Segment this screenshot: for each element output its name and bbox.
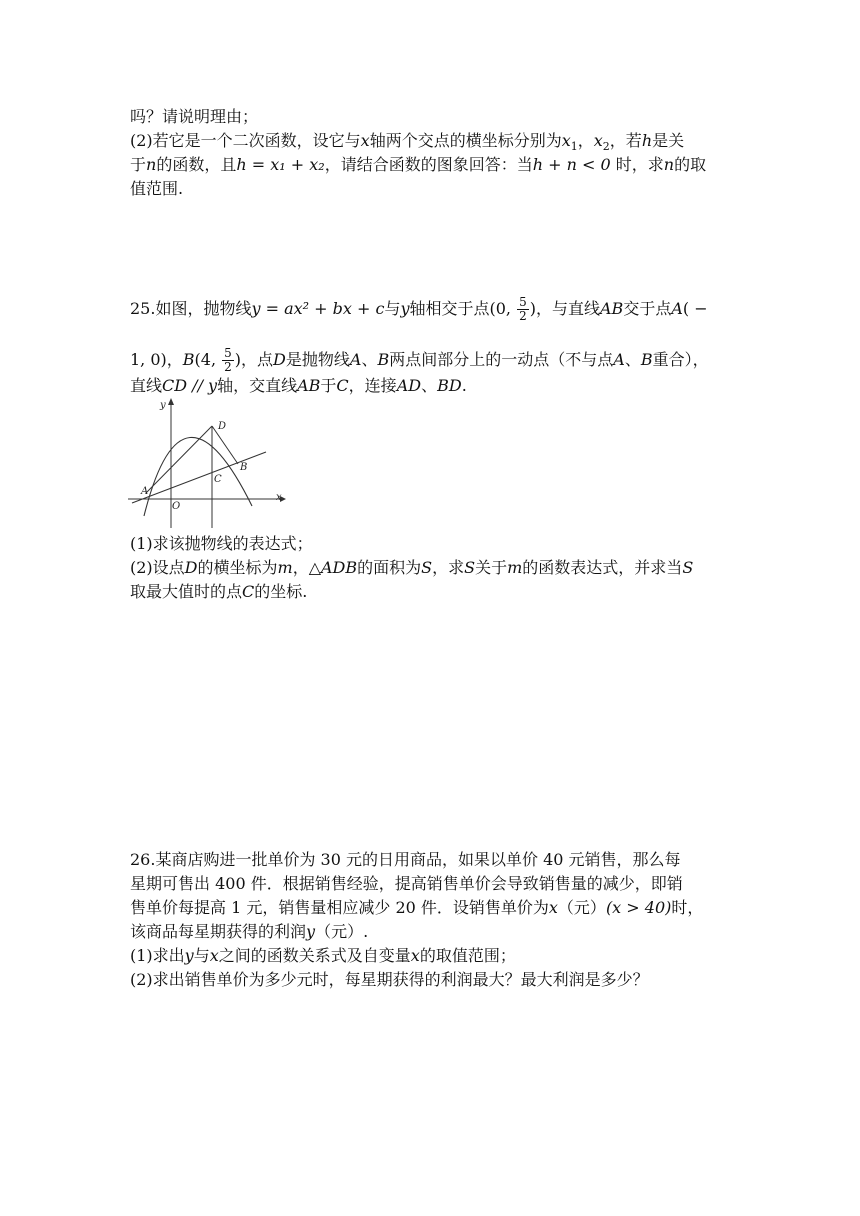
q26-line-1: 26.某商店购进一批单价为 30 元的日用商品，如果以单价 40 元销售，那么每	[130, 850, 681, 869]
y-axis-arrow	[168, 398, 174, 405]
q24-line-1: 吗？请说明理由；	[130, 107, 259, 126]
q26-line-4: 该商品每星期获得的利润y（元）.	[130, 922, 369, 941]
label-B: B	[240, 462, 248, 473]
fraction-five-halves: $\frac{5}{2}$	[519, 295, 527, 323]
q24-part2-line-3: 值范围.	[130, 179, 184, 198]
q25-part1: (1)求该抛物线的表达式；	[130, 534, 313, 553]
q24-part2-line-1: (2)若它是一个二次函数，设它与x轴两个交点的横坐标分别为$x_1$，$x_2$，若h是关	[130, 131, 685, 154]
segment-AD	[146, 426, 212, 493]
label-D: D	[218, 421, 227, 432]
label-y: y	[160, 400, 166, 411]
q26-line-2: 星期可售出 400 件．根据销售经验，提高销售单价会导致销售量的减少，即销	[130, 874, 683, 893]
q26-part1: (1)求出y与x之间的函数关系式及自变量x的取值范围；	[130, 946, 516, 965]
label-C: C	[214, 474, 222, 485]
label-O: O	[172, 501, 181, 512]
fraction-five-halves: $\frac{5}{2}$	[224, 346, 232, 374]
line-AB	[132, 452, 266, 503]
parabola-curve	[144, 437, 252, 516]
q25-part2-line-1: (2)设点D的横坐标为m，△ADB的面积为S，求S关于m的函数表达式，并求当S	[130, 558, 694, 577]
q25-part2-line-2: 取最大值时的点C的坐标.	[130, 582, 308, 601]
q26-line-3: 售单价每提高 1 元，销售量相应减少 20 件．设销售单价为x（元）(x > 40)时，	[130, 898, 704, 917]
label-A: A	[141, 486, 149, 497]
q26-part2: (2)求出销售单价为多少元时，每星期获得的利润最大？最大利润是多少？	[130, 970, 649, 989]
q25-stem-line-1: 25.如图，抛物线y = ax² + bx + c与y轴相交于点(0, $\frac{5}{2}$ )，与直线AB交于点A( −	[130, 295, 708, 323]
q25-stem-line-2: 1, 0)，B(4, $\frac{5}{2}$ )，点D是抛物线A、B两点间部分上的一动点（不与点A、B重合），	[130, 346, 709, 374]
q24-part2-line-2: 于n的函数，且h = x₁ + x₂，请结合函数的图象回答：当h + n < 0 时，求n的取	[130, 155, 707, 174]
q25-stem-line-3: 直线CD // y轴，交直线AB于C，连接AD、BD.	[130, 376, 467, 395]
label-x: x	[276, 492, 282, 503]
parabola-figure	[128, 396, 288, 530]
